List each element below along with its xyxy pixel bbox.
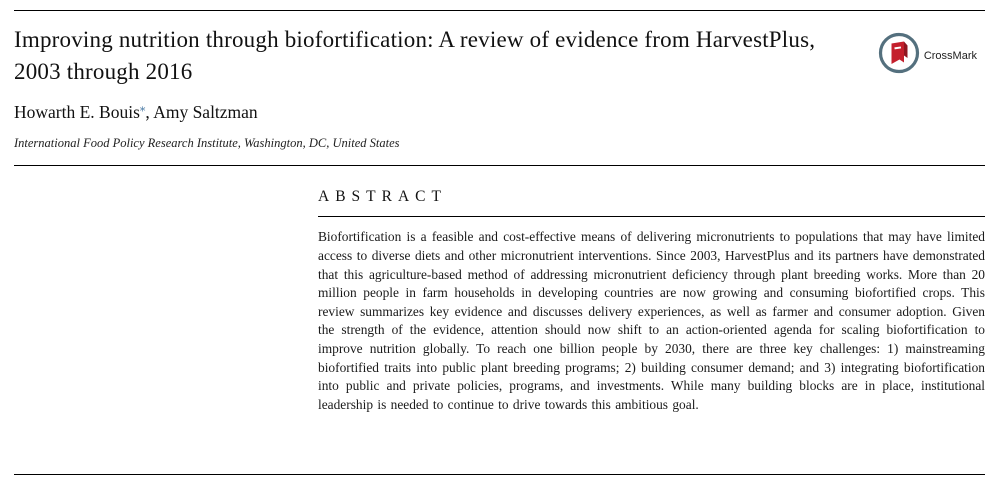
author-first: Howarth E. Bouis (14, 102, 140, 123)
crossmark-badge[interactable] (878, 32, 977, 79)
corresponding-author-link[interactable]: ⁎ (139, 102, 146, 115)
affiliation-line: International Food Policy Research Institute, Washington, DC, United States (14, 136, 400, 151)
top-divider (14, 10, 985, 11)
bottom-divider (14, 474, 985, 475)
author-line (14, 101, 985, 123)
paper-header-page (0, 10, 1000, 504)
page-title: Improving nutrition through biofortification: A review of evidence from HarvestPlus, 2003 through 2016 (14, 27, 816, 84)
abstract-section (318, 188, 985, 414)
author-rest: , Amy Saltzman (145, 102, 258, 123)
crossmark-label: CrossMark (923, 49, 977, 62)
header-divider (14, 165, 985, 166)
crossmark-icon (878, 32, 920, 79)
abstract-text: Biofortification is a feasible and cost-effective means of delivering micronutrients to populations that may have limited access to diverse diets and other micronutrient interventions. Since 2003, HarvestPlus and its partners have demonstrated that this agriculture-based method of addressing micronutrient deficiency through plant breeding works. More than 20 million people in farm households in developing countries are now growing and consuming biofortified crops. This review summarizes key evidence and discusses delivery experiences, as well as farmer and consumer adoption. Given the strength of the evidence, attention should now shift to an action-oriented agenda for scaling biofortification to improve nutrition globally. To reach one billion people by 2030, there are three key challenges: 1) mainstreaming biofortified traits into public plant breeding programs; 2) building consumer demand; and 3) integrating biofortification into public and private policies, programs, and investments. While many building blocks are in place, institutional leadership is needed to continue to drive towards this ambitious goal. (318, 229, 985, 412)
abstract-heading: ABSTRACT (318, 188, 447, 206)
title-row (14, 24, 985, 87)
abstract-divider (318, 216, 985, 217)
